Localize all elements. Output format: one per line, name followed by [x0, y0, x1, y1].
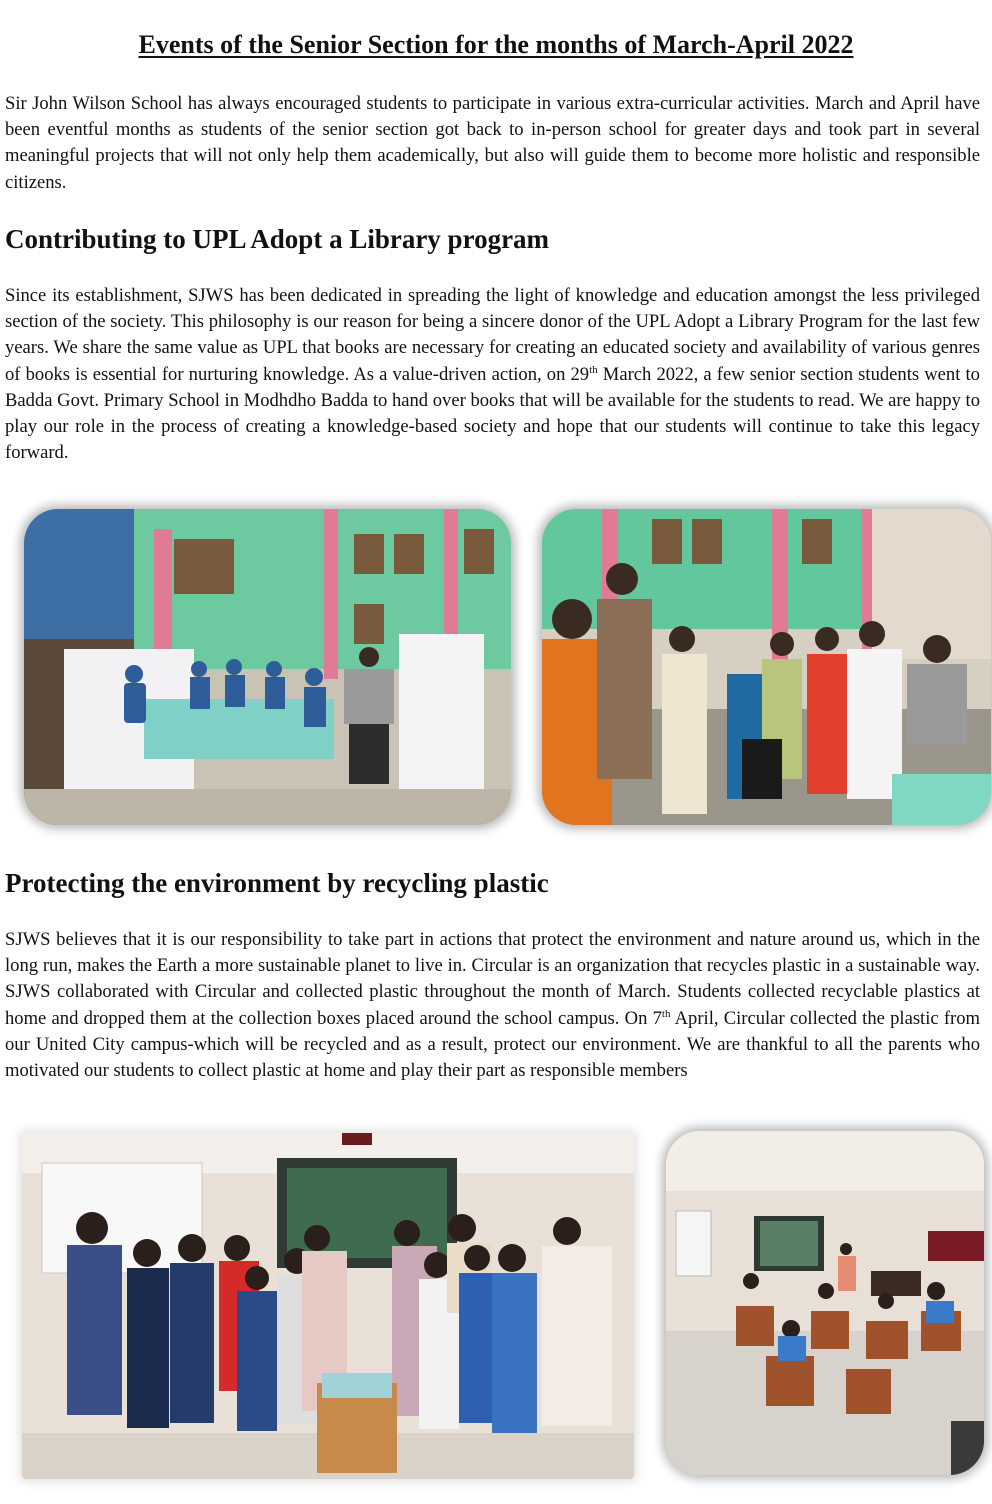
photo-book-donation-group: [24, 509, 511, 825]
section-heading-library: Contributing to UPL Adopt a Library program: [5, 224, 550, 254]
intro-paragraph: Sir John Wilson School has always encouraged students to participate in various extra-curricular activities. March and April have been eventful months as students of the senior section got back to in-person school for greater days and took part in several meaningful projects that will not only help them academically, but also will guide them to become more holistic and responsible citizens.: [5, 93, 980, 193]
photo-classroom-session: [666, 1131, 984, 1475]
photo-recycling-group: [22, 1133, 634, 1479]
section-body-recycling: SJWS believes that it is our responsibility to take part in actions that protect the environment and nature around us, which in the long run, makes the Earth a more sustainable planet to live in. Circular is an organization that recycles plastic in a sustainable way. SJWS collaborated with Circular and collected plastic throughout the month of March. Students collected recyclable plastics at home and dropped them at the collection boxes placed around the school campus. On 7th April, Circular collected the plastic from our United City campus-which will be recycled and as a result, protect our environment. We are thankful to all the parents who motivated our students to collect plastic at home and play their part as responsible members: [5, 929, 980, 1082]
page-title: Events of the Senior Section for the months of March-April 2022: [138, 30, 854, 59]
photo-speech-at-school: [542, 509, 991, 825]
section-heading-recycling: Protecting the environment by recycling plastic: [5, 868, 549, 898]
section-body-library: Since its establishment, SJWS has been dedicated in spreading the light of knowledge and education amongst the less privileged section of the society. This philosophy is our reason for being a sincere donor of the UPL Adopt a Library Program for the last few years. We share the same value as UPL that books are necessary for creating an educated society and availability of various genres of books is essential for nurturing knowledge. As a value-driven action, on 29th March 2022, a few senior section students went to Badda Govt. Primary School in Modhdho Badda to hand over books that will be available for the students to read. We are happy to play our role in the process of creating a knowledge-based society and hope that our students will continue to take this legacy forward.: [5, 285, 980, 464]
